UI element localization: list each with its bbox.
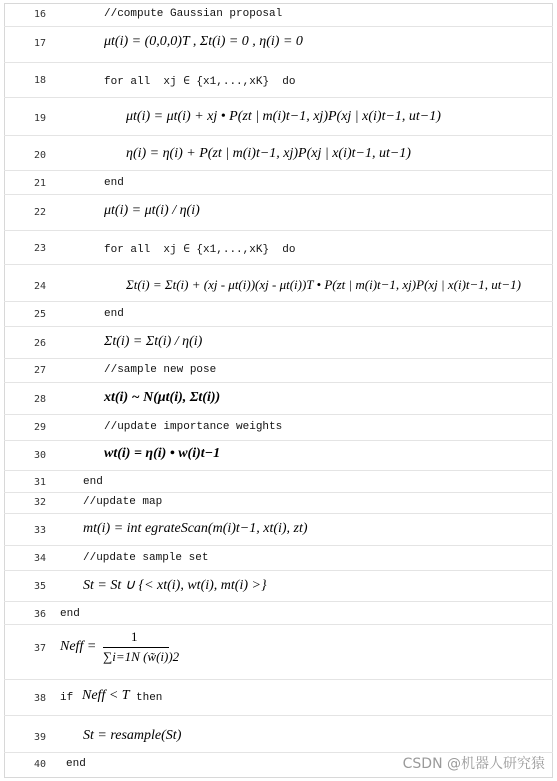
- line-number: 31: [33, 477, 46, 488]
- code-text: //update sample set: [83, 552, 209, 564]
- row-divider: [4, 440, 553, 441]
- line-number: 22: [33, 207, 46, 218]
- code-text: end: [104, 177, 124, 189]
- row-divider: [4, 97, 553, 98]
- line-number: 25: [33, 309, 46, 320]
- math-formula: St = resample(St): [83, 728, 182, 743]
- row-divider: [4, 358, 553, 359]
- line-number: 36: [33, 609, 46, 620]
- row-divider: [4, 492, 553, 493]
- line-number: 35: [33, 581, 46, 592]
- fraction-bar: [103, 647, 169, 648]
- line-number: 33: [33, 525, 46, 536]
- line-number: 27: [33, 365, 46, 376]
- math-formula: wt(i) = η(i) • w(i)t−1: [104, 446, 221, 461]
- row-divider: [4, 62, 553, 63]
- math-formula: Σt(i) = Σt(i) + (xj - μt(i))(xj - μt(i))T • P(zt | m(i)t−1, xj)P(xj | x(i)t−1, ut−1): [126, 277, 521, 292]
- row-divider: [4, 715, 553, 716]
- line-number: 40: [33, 759, 46, 770]
- line-number: 23: [33, 243, 46, 254]
- line-number: 30: [33, 450, 46, 461]
- line-number: 20: [33, 150, 46, 161]
- math-formula: Neff < T: [82, 688, 130, 703]
- row-divider: [4, 230, 553, 231]
- math-formula: μt(i) = μt(i) / η(i): [104, 203, 200, 218]
- code-text: //update importance weights: [104, 421, 283, 433]
- math-formula: mt(i) = int egrateScan(m(i)t−1, xt(i), zt): [83, 521, 308, 536]
- code-text: for all xj ∈ {x1,...,xK} do: [104, 244, 296, 256]
- math-formula: Σt(i) = Σt(i) / η(i): [104, 334, 203, 349]
- row-divider: [4, 470, 553, 471]
- neff-lhs: Neff =: [60, 639, 97, 654]
- code-text: //update map: [83, 496, 163, 508]
- row-divider: [4, 679, 553, 680]
- row-divider: [4, 170, 553, 171]
- row-divider: [4, 513, 553, 514]
- code-keyword-then: then: [136, 692, 163, 704]
- fraction-numerator: 1: [131, 629, 138, 644]
- code-text: end: [60, 608, 80, 620]
- code-text: //sample new pose: [104, 364, 217, 376]
- math-formula: xt(i) ~ N(μt(i), Σt(i)): [104, 390, 221, 405]
- code-text: end: [66, 758, 86, 770]
- row-divider: [4, 601, 553, 602]
- row-divider: [4, 570, 553, 571]
- line-number: 18: [33, 75, 46, 86]
- line-number: 29: [33, 422, 46, 433]
- line-number: 34: [33, 553, 46, 564]
- line-number: 19: [33, 113, 46, 124]
- line-number: 24: [33, 281, 46, 292]
- code-text: end: [104, 308, 124, 320]
- row-divider: [4, 301, 553, 302]
- row-divider: [4, 26, 553, 27]
- code-text: end: [83, 476, 103, 488]
- line-number: 32: [33, 497, 46, 508]
- code-text: //compute Gaussian proposal: [104, 8, 283, 20]
- line-number: 39: [33, 732, 46, 743]
- line-number: 17: [33, 38, 46, 49]
- code-keyword-if: if: [60, 692, 74, 704]
- row-divider: [4, 624, 553, 625]
- row-divider: [4, 264, 553, 265]
- line-number: 38: [33, 693, 46, 704]
- row-divider: [4, 194, 553, 195]
- line-number: 21: [33, 178, 46, 189]
- math-formula: St = St ∪ {< xt(i), wt(i), mt(i) >}: [83, 578, 267, 593]
- row-divider: [4, 135, 553, 136]
- line-number: 37: [33, 643, 46, 654]
- math-formula: η(i) = η(i) + P(zt | m(i)t−1, xj)P(xj | x(i)t−1, ut−1): [126, 146, 411, 161]
- row-divider: [4, 414, 553, 415]
- line-number: 26: [33, 338, 46, 349]
- row-divider: [4, 382, 553, 383]
- row-divider: [4, 326, 553, 327]
- line-number: 16: [33, 9, 46, 20]
- fraction-denominator: ∑i=1N (w̃(i))2: [103, 649, 180, 664]
- watermark: CSDN @机器人研究猿: [402, 756, 545, 772]
- row-divider: [4, 545, 553, 546]
- math-formula: μt(i) = μt(i) + xj • P(zt | m(i)t−1, xj)P(xj | x(i)t−1, ut−1): [126, 109, 441, 124]
- math-formula: μt(i) = (0,0,0)T , Σt(i) = 0 , η(i) = 0: [104, 34, 303, 49]
- code-text: for all xj ∈ {x1,...,xK} do: [104, 76, 296, 88]
- line-number: 28: [33, 394, 46, 405]
